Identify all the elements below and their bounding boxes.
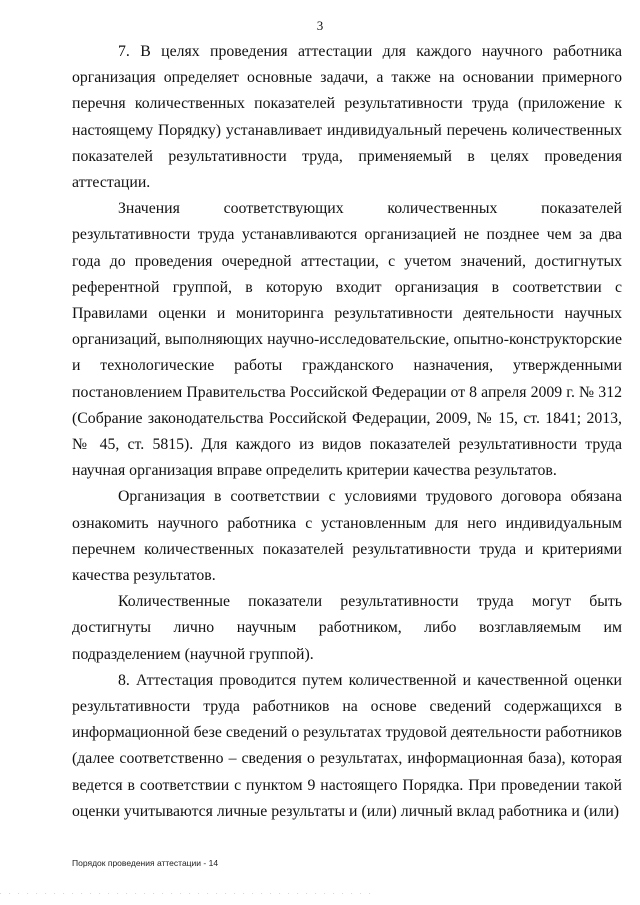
- paragraph-8-assessment: 8. Аттестация проводится путем количественной и качественной оценки результативности труда работников на основе сведений содержащихся в информационной безе сведений о результатах трудовой деятельности работников (далее соответственно – сведения о результатах, информационная база), которая ведется в соответствии с пунктом 9 настоящего Порядка. При проведении такой оценки учитываются личные результаты и (или) личный вклад работника и (или): [72, 671, 622, 820]
- scan-artifact-dots: . . . . . . . . . . . . . . . . . . . . . . . . . . . . . . . . . . . . . . . . . .: [0, 890, 374, 896]
- document-body: [72, 39, 622, 825]
- paragraph-indicator-values: Значения соответствующих количественных показателей результативности труда устанавливаются организацией не позднее чем за два года до проведения очередной аттестации, с учетом значений, достигнутых референтной группой, в которую входит организация в соответствии с Правилами оценки и мониторинга результативности деятельности научных организаций, выполняющих научно-исследовательские, опытно-конструкторские и технологические работы гражданского назначения, утвержденными постановлением Правительства Российской Федерации от 8 апреля 2009 г. № 312 (Собрание законодательства Российской Федерации, 2009, № 15, ст. 1841; 2013, № 45, ст. 5815). Для каждого из видов показателей результативности труда научная организация вправе определить критерии качества результатов.: [72, 200, 622, 480]
- paragraph-achievement: Количественные показатели результативности труда могут быть достигнуты лично научным работником, либо возглавляемым им подразделением (научной группой).: [72, 593, 622, 663]
- paragraph-employee-familiarization: Организация в соответствии с условиями трудового договора обязана ознакомить научного работника с установленным для него индивидуальным перечнем количественных показателей результативности труда и критериями качества результатов.: [72, 488, 622, 585]
- page-number: 3: [316, 18, 324, 33]
- paragraph-7-tasks: 7. В целях проведения аттестации для каждого научного работника организация определяет основные задачи, а также на основании примерного перечня количественных показателей результативности труда (приложение к настоящему Порядку) устанавливает индивидуальный перечень количественных показателей результативности труда, применяемый в целях проведения аттестации.: [72, 43, 622, 192]
- document-footer: Порядок проведения аттестации - 14: [72, 858, 219, 868]
